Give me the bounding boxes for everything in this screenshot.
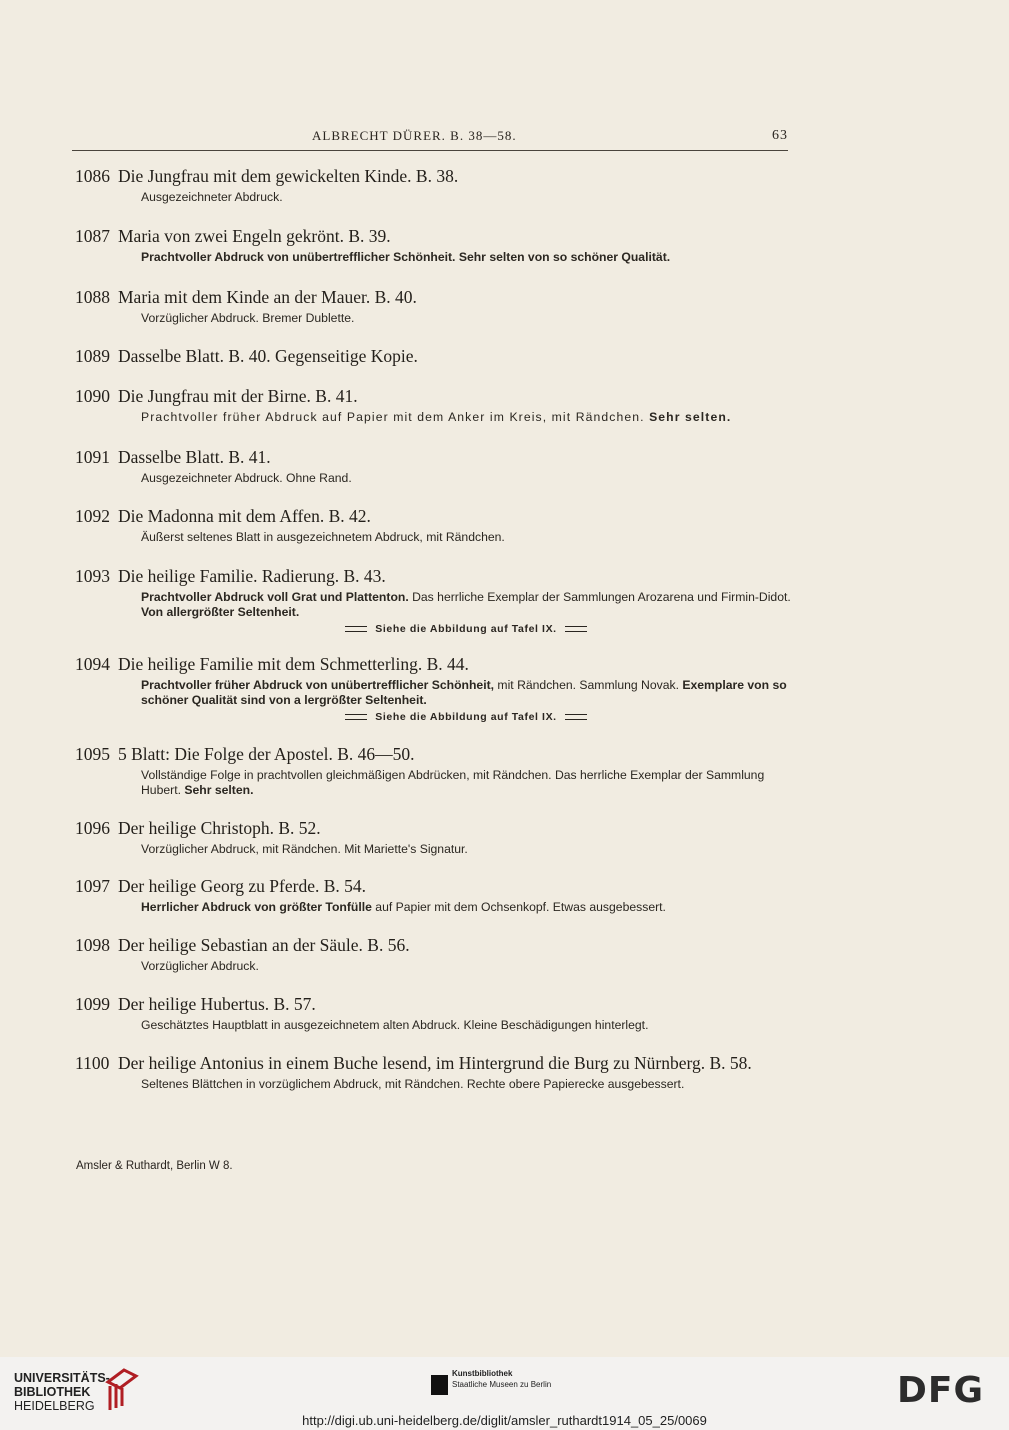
- description-emphasis: Von allergrößter Seltenheit.: [141, 605, 300, 619]
- entry-heading: [75, 653, 791, 675]
- entry-description: [141, 590, 791, 620]
- entry-description: [141, 471, 791, 486]
- entry-heading: [75, 165, 791, 187]
- rule-ornament: [565, 626, 587, 632]
- description-text: Ausgezeichneter Abdruck. Ohne Rand.: [141, 471, 352, 485]
- dfg-logo[interactable]: DFG: [897, 1370, 985, 1411]
- description-text: auf Papier mit dem Ochsenkopf. Etwas ausgebessert.: [371, 900, 666, 914]
- description-text: Prachtvoller früher Abdruck auf Papier mit dem Anker im Kreis, mit Rändchen.: [141, 410, 650, 424]
- entry-number: 1088: [75, 287, 110, 307]
- entry-number: 1087: [75, 226, 110, 246]
- entry-title: Dasselbe Blatt. B. 40. Gegenseitige Kopie.: [118, 346, 418, 366]
- entry-title: Der heilige Hubertus. B. 57.: [118, 994, 316, 1014]
- catalog-entry: [75, 1052, 791, 1092]
- entry-number: 1092: [75, 506, 110, 526]
- running-head: [72, 126, 788, 151]
- description-text: Das herrliche Exemplar der Sammlungen Arozarena und Firmin-Didot.: [408, 590, 791, 604]
- entry-title: Die heilige Familie. Radierung. B. 43.: [118, 566, 386, 586]
- description-text: mit Rändchen. Sammlung Novak.: [494, 678, 683, 692]
- description-emphasis: Prachtvoller früher Abdruck von unübertrefflicher Schönheit,: [141, 678, 495, 692]
- entry-number: 1095: [75, 744, 110, 764]
- library-name-line-1: UNIVERSITÄTS-: [14, 1371, 110, 1385]
- description-emphasis: Prachtvoller Abdruck von unübertrefflicher Schönheit. Sehr selten von so schöner Qualität.: [141, 250, 671, 264]
- description-emphasis: Herrlicher Abdruck von größter Tonfülle: [141, 900, 372, 914]
- catalog-entry: [75, 385, 791, 425]
- entry-title: Der heilige Georg zu Pferde. B. 54.: [118, 876, 367, 896]
- entry-number: 1093: [75, 566, 110, 586]
- catalog-entry: [75, 743, 791, 798]
- description-emphasis: Sehr selten.: [184, 783, 254, 797]
- entry-heading: [75, 225, 791, 247]
- entry-heading: [75, 993, 791, 1015]
- entry-description: [141, 842, 791, 857]
- library-name-line-3: HEIDELBERG: [14, 1399, 95, 1413]
- catalog-entry: [75, 225, 791, 265]
- plate-reference: [141, 623, 791, 635]
- entry-heading: [75, 345, 791, 367]
- description-text: Geschätztes Hauptblatt in ausgezeichnetem alten Abdruck. Kleine Beschädigungen hinterlegt.: [141, 1018, 649, 1032]
- entry-number: 1091: [75, 447, 110, 467]
- description-text: Äußerst seltenes Blatt in ausgezeichnetem Abdruck, mit Rändchen.: [141, 530, 505, 544]
- plate-reference: [141, 711, 791, 723]
- entry-heading: [75, 446, 791, 468]
- rule-ornament: [565, 714, 587, 720]
- entry-description: [141, 678, 791, 708]
- permalink-url[interactable]: http://digi.ub.uni-heidelberg.de/diglit/amsler_ruthardt1914_05_25/0069: [302, 1413, 707, 1428]
- entry-heading: [75, 1052, 791, 1074]
- kunstbibliothek-name: Kunstbibliothek: [452, 1369, 513, 1378]
- catalog-entry: [75, 345, 791, 367]
- description-emphasis: Sehr selten.: [649, 410, 732, 424]
- entry-description: [141, 900, 791, 915]
- plate-reference-text: Siehe die Abbildung auf Tafel IX.: [375, 623, 557, 635]
- rule-ornament: [345, 714, 367, 720]
- catalog-entry: [75, 165, 791, 205]
- plate-reference-text: Siehe die Abbildung auf Tafel IX.: [375, 711, 557, 723]
- entry-number: 1090: [75, 386, 110, 406]
- catalog-entry: [75, 505, 791, 545]
- entry-number: 1094: [75, 654, 110, 674]
- kunstbibliothek-text[interactable]: [452, 1368, 551, 1390]
- entry-title: Der heilige Antonius in einem Buche lesend, im Hintergrund die Burg zu Nürnberg. B. 58.: [118, 1053, 752, 1073]
- description-emphasis: Exemplare von so schöner Qualität sind von a lergrößter Seltenheit.: [141, 678, 787, 707]
- kunstbibliothek-subtitle: Staatliche Museen zu Berlin: [452, 1380, 552, 1389]
- library-mark-icon: [104, 1366, 140, 1412]
- entry-title: Die Jungfrau mit der Birne. B. 41.: [118, 386, 358, 406]
- entry-description: [141, 959, 791, 974]
- entry-heading: [75, 934, 791, 956]
- entry-heading: [75, 743, 791, 765]
- entry-description: [141, 190, 791, 205]
- entry-heading: [75, 875, 791, 897]
- description-text: Vollständige Folge in prachtvollen gleichmäßigen Abdrücken, mit Rändchen. Das herrliche Exemplar der Sammlung Hubert.: [141, 768, 765, 797]
- catalog-entry: [75, 565, 791, 635]
- university-library-logo[interactable]: [14, 1371, 110, 1413]
- catalog-entry: [75, 817, 791, 857]
- entry-description: [141, 1077, 791, 1092]
- description-emphasis: Prachtvoller Abdruck voll Grat und Plattenton.: [141, 590, 409, 604]
- library-name-line-2: BIBLIOTHEK: [14, 1385, 91, 1399]
- entry-title: 5 Blatt: Die Folge der Apostel. B. 46—50.: [118, 744, 415, 764]
- entry-title: Der heilige Christoph. B. 52.: [118, 818, 321, 838]
- entry-number: 1100: [75, 1053, 110, 1073]
- rule-ornament: [345, 626, 367, 632]
- catalog-entries: [75, 165, 791, 1092]
- entry-number: 1089: [75, 346, 110, 366]
- entry-description: [141, 768, 791, 798]
- description-text: Vorzüglicher Abdruck.: [141, 959, 259, 973]
- entry-number: 1096: [75, 818, 110, 838]
- entry-heading: [75, 286, 791, 308]
- page-number: 63: [772, 128, 788, 143]
- entry-title: Der heilige Sebastian an der Säule. B. 56.: [118, 935, 410, 955]
- entry-heading: [75, 817, 791, 839]
- entry-description: [141, 1018, 791, 1033]
- description-text: Vorzüglicher Abdruck. Bremer Dublette.: [141, 311, 355, 325]
- entry-description: [141, 530, 791, 545]
- catalog-entry: [75, 286, 791, 326]
- kunstbibliothek-logo-icon: [431, 1375, 448, 1395]
- description-text: Vorzüglicher Abdruck, mit Rändchen. Mit Mariette's Signatur.: [141, 842, 468, 856]
- digitization-footer: [0, 1357, 1009, 1430]
- entry-number: 1099: [75, 994, 110, 1014]
- entry-description: [141, 410, 791, 425]
- entry-description: [141, 250, 791, 265]
- entry-title: Die Madonna mit dem Affen. B. 42.: [118, 506, 371, 526]
- printer-imprint: Amsler & Ruthardt, Berlin W 8.: [76, 1160, 233, 1172]
- running-head-title: ALBRECHT DÜRER. B. 38—58.: [312, 128, 517, 143]
- catalog-entry: [75, 993, 791, 1033]
- catalog-entry: [75, 446, 791, 486]
- entry-number: 1097: [75, 876, 110, 896]
- entry-title: Maria mit dem Kinde an der Mauer. B. 40.: [118, 287, 417, 307]
- catalog-entry: [75, 934, 791, 974]
- entry-number: 1098: [75, 935, 110, 955]
- entry-heading: [75, 565, 791, 587]
- entry-title: Die heilige Familie mit dem Schmetterling. B. 44.: [118, 654, 469, 674]
- entry-number: 1086: [75, 166, 110, 186]
- entry-title: Dasselbe Blatt. B. 41.: [118, 447, 271, 467]
- catalog-entry: [75, 875, 791, 915]
- entry-heading: [75, 505, 791, 527]
- entry-title: Die Jungfrau mit dem gewickelten Kinde. B. 38.: [118, 166, 459, 186]
- catalog-entry: [75, 653, 791, 723]
- entry-description: [141, 311, 791, 326]
- description-text: Seltenes Blättchen in vorzüglichem Abdruck, mit Rändchen. Rechte obere Papierecke ausgebessert.: [141, 1077, 685, 1091]
- entry-title: Maria von zwei Engeln gekrönt. B. 39.: [118, 226, 391, 246]
- entry-heading: [75, 385, 791, 407]
- description-text: Ausgezeichneter Abdruck.: [141, 190, 283, 204]
